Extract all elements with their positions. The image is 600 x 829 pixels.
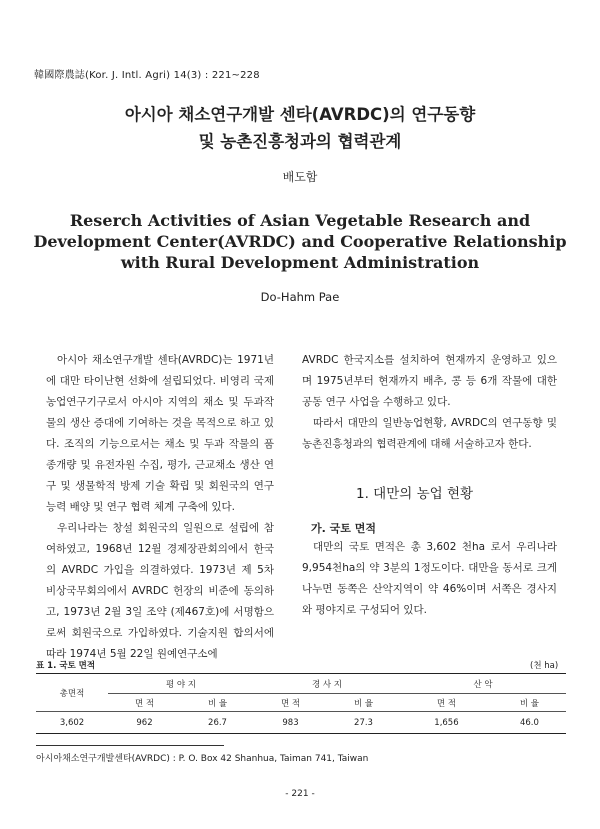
korean-title-line-1: 아시아 채소연구개발 센타(AVRDC)의 연구동향 <box>124 105 476 124</box>
table-cell: 1,656 <box>434 717 459 728</box>
subheading: 가. 국토 면적 <box>311 522 376 535</box>
sub-header: 비 율 <box>519 698 540 709</box>
footnote: 아시아채소연구개발센타(AVRDC) : P. O. Box 42 Shanhua, Taiman 741, Taiwan <box>36 754 369 764</box>
english-title-line-3: with Rural Development Administration <box>120 253 480 272</box>
mountain-header: 산 악 <box>400 674 566 694</box>
total-area-header: 총면적 <box>59 688 85 699</box>
right-paragraph-2: 따라서 대만의 일반농업현황, AVRDC의 연구동향 및 농촌진흥청과의 협력관계에 대해 서술하고자 한다. <box>302 417 557 450</box>
left-paragraph-1: 아시아 채소연구개발 센타(AVRDC)는 1971년에 대만 타이난현 선화에 설립되었다. 비영리 국제농업연구기구로서 아시아 지역의 채소 및 두과작물의 생산 증대에 기여하는 것을 목적으로 하고 있다. 조직의 기능으로서는 채소 및 두과 작물의 품종개량 및 유전자원 수집, 평가, 근교채소 생산 연구 및 생물학적 방제 기술 확립 및 회원국의 연구 능력 배양 및 연구 협력 체계 구축에 있다. <box>46 354 274 513</box>
table-caption: 표 1. 국토 면적 <box>36 661 96 671</box>
sub-header: 면 적 <box>134 698 155 709</box>
journal-header: 韓國際農誌(Kor. J. Intl. Agri) 14(3) : 221~228 <box>34 70 260 81</box>
right-column <box>302 350 557 455</box>
table-header-row-1 <box>36 674 566 694</box>
right-paragraph-3: 대만의 국토 면적은 총 3,602 천ha 로서 우리나라 9,954천ha의 약 3분의 1정도이다. 대만을 동서로 크게 나누면 동쪽은 산악지역이 약 46%이며 서쪽은 경사지와 평야지로 구성되어 있다. <box>302 541 557 616</box>
table-cell: 962 <box>136 717 153 728</box>
land-area-table <box>36 673 566 734</box>
section-heading: 1. 대만의 농업 현황 <box>356 486 474 502</box>
sub-header: 면 적 <box>280 698 301 709</box>
table-cell: 46.0 <box>519 717 539 728</box>
table-header-row-2 <box>36 694 566 712</box>
slope-header: 경 사 지 <box>254 674 400 694</box>
table-cell: 983 <box>282 717 299 728</box>
sub-header: 면 적 <box>436 698 457 709</box>
sub-header: 비 율 <box>353 698 374 709</box>
english-author: Do-Hahm Pae <box>260 290 340 304</box>
table-cell: 26.7 <box>208 717 227 728</box>
table-cell: 3,602 <box>59 717 85 728</box>
table-cell: 27.3 <box>354 717 373 728</box>
english-title-line-1: Reserch Activities of Asian Vegetable Research and <box>69 211 531 230</box>
english-title <box>0 210 600 273</box>
sub-header: 비 율 <box>207 698 228 709</box>
korean-author: 배도함 <box>282 170 318 184</box>
footnote-divider <box>36 745 224 746</box>
plain-header: 평 야 지 <box>108 674 254 694</box>
korean-title-line-2: 및 농촌진흥청과의 협력관계 <box>198 132 402 151</box>
table-row <box>36 712 566 734</box>
left-paragraph-2: 우리나라는 창설 회원국의 일원으로 설립에 참여하였고, 1968년 12월 경제장관회의에서 한국의 AVRDC 가입을 의결하였다. 1973년 제 5차 비상국무회의에서 AVRDC 헌장의 비준에 동의하고, 1973년 2월 3일 조약 (제467호)에 서명함으로써 회원국으로 가입하였다. 기술지원 합의서에 따라 1974년 5월 22일 원예연구소에 <box>46 522 274 660</box>
page-number: - 221 - <box>285 789 315 799</box>
right-paragraph-1: AVRDC 한국지소를 설치하여 현재까지 운영하고 있으며 1975년부터 현재까지 배추, 콩 등 6개 작물에 대한 공동 연구 사업을 수행하고 있다. <box>302 354 557 408</box>
left-column <box>46 350 274 665</box>
english-title-line-2: Development Center(AVRDC) and Cooperative Relationship <box>33 232 567 251</box>
right-column-lower <box>302 537 557 621</box>
table-unit: (천 ha) <box>530 661 559 671</box>
